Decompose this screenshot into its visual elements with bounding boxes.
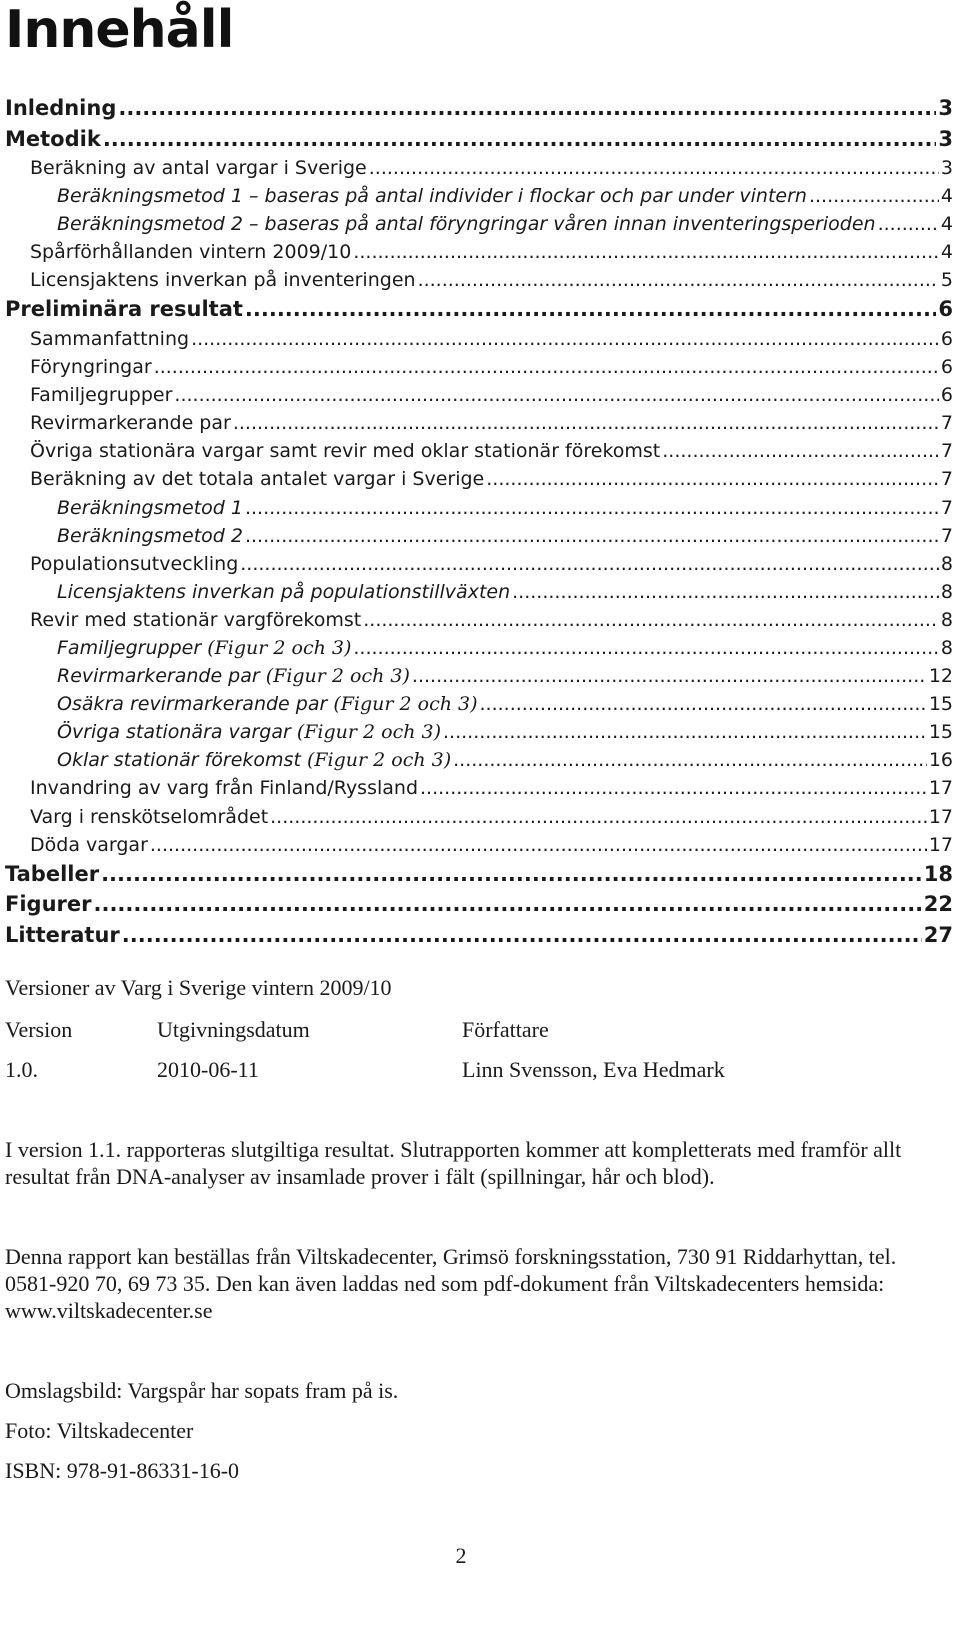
toc-page-number: 17 — [928, 833, 953, 856]
version-note: I version 1.1. rapporteras slutgiltiga resultat. Slutrapporten kommer att kompletterats med framför allt resultat från DNA-analyser av insamlade prover i fält (spillningar, hår och blod). — [5, 1137, 902, 1189]
toc-page-number: 7 — [940, 412, 953, 435]
toc-entry-title: Licensjaktens inverkan på inventeringen — [30, 269, 416, 292]
toc-entry-title: Figurer — [5, 892, 92, 917]
toc-entry-label — [30, 154, 367, 182]
toc-dot-leader — [443, 718, 927, 746]
toc-page-number: 4 — [940, 241, 953, 264]
toc-entry-label — [5, 93, 116, 124]
toc-entry-title: Litteratur — [5, 922, 120, 947]
toc-page-number: 8 — [940, 608, 953, 631]
page-title: Innehåll — [5, 0, 234, 60]
toc-dot-leader — [240, 550, 939, 578]
toc-entry — [5, 182, 953, 210]
toc-page-number: 6 — [940, 327, 953, 350]
toc-page-number: 4 — [940, 185, 953, 208]
toc-dot-leader — [412, 662, 927, 690]
toc-entry-label — [30, 381, 172, 409]
version-cell: 1.0. — [5, 1057, 38, 1082]
toc-entry — [5, 353, 953, 381]
release-date-cell: 2010-06-11 — [157, 1057, 259, 1082]
toc-dot-leader — [363, 606, 939, 634]
toc-entry-label — [30, 606, 361, 634]
toc-dot-leader — [369, 154, 939, 182]
toc-entry-label — [30, 437, 660, 465]
toc-entry — [5, 920, 953, 951]
toc-entry — [5, 522, 953, 550]
toc-page-number: 6 — [938, 297, 953, 322]
toc-dot-leader — [245, 494, 939, 522]
toc-entry-label — [57, 634, 351, 662]
toc-entry-title: Licensjaktens inverkan på populationstillväxten — [57, 580, 511, 603]
toc-entry-label — [30, 803, 268, 831]
toc-dot-leader — [420, 774, 927, 802]
toc-entry-title: Övriga stationära vargar — [57, 721, 291, 744]
toc-entry-label — [30, 550, 238, 578]
toc-entry-label — [5, 920, 120, 951]
toc-entry — [5, 746, 953, 774]
toc-entry-label — [57, 522, 243, 550]
toc-page-number: 15 — [928, 721, 953, 744]
toc-entry-label — [57, 718, 441, 746]
toc-dot-leader — [662, 437, 939, 465]
toc-entry-label — [57, 662, 410, 690]
toc-entry-title: Spårförhållanden vintern 2009/10 — [30, 241, 352, 264]
toc-entry — [5, 210, 953, 238]
toc-entry — [5, 803, 953, 831]
toc-entry-figure-ref: (Figur 2 och 3) — [259, 665, 410, 688]
toc-entry-title: Beräkning av det totala antalet vargar i Sverige — [30, 468, 485, 491]
toc-dot-leader — [101, 859, 922, 890]
toc-page-number: 7 — [940, 468, 953, 491]
photo-credit: Foto: Viltskadecenter — [5, 1418, 194, 1443]
toc-entry-title: Beräkningsmetod 1 – baseras på antal individer i flockar och par under vintern — [57, 185, 807, 208]
toc-entry-title: Tabeller — [5, 861, 100, 886]
toc-entry — [5, 859, 953, 890]
isbn: ISBN: 978-91-86331-16-0 — [5, 1458, 240, 1483]
toc-entry — [5, 93, 953, 124]
toc-entry-label — [30, 238, 351, 266]
toc-dot-leader — [878, 210, 939, 238]
toc-entry-label — [30, 465, 484, 493]
toc-entry-label — [57, 210, 876, 238]
toc-entry-title: Metodik — [5, 126, 101, 151]
toc-entry-title: Inledning — [5, 96, 117, 120]
toc-page-number: 6 — [940, 356, 953, 379]
toc-dot-leader — [353, 634, 939, 662]
toc-entry-title: Preliminära resultat — [5, 297, 243, 322]
toc-dot-leader — [103, 124, 937, 155]
toc-entry-figure-ref: (Figur 2 och 3) — [327, 693, 478, 716]
version-table-row — [5, 1055, 905, 1095]
toc-page-number: 17 — [928, 777, 953, 800]
toc-page-number: 5 — [940, 269, 953, 292]
toc-dot-leader — [809, 182, 939, 210]
toc-entry-label — [57, 690, 478, 718]
versions-heading: Versioner av Varg i Sverige vintern 2009/10 — [5, 975, 392, 1000]
toc-page-number: 17 — [928, 805, 953, 828]
toc-entry-title: Varg i renskötselområdet — [30, 805, 269, 828]
toc-entry-label — [30, 831, 148, 859]
toc-dot-leader — [122, 920, 922, 951]
toc-entry-label — [30, 266, 416, 294]
toc-dot-leader — [486, 465, 939, 493]
toc-dot-leader — [512, 578, 939, 606]
toc-entry-figure-ref: (Figur 2 och 3) — [290, 721, 441, 744]
toc-entry-title: Populationsutveckling — [30, 552, 239, 575]
toc-page-number: 6 — [940, 384, 953, 407]
toc-entry-label — [5, 859, 99, 890]
toc-dot-leader — [453, 746, 927, 774]
toc-entry-label — [57, 746, 451, 774]
toc-entry-title: Beräkningsmetod 2 – baseras på antal föryngringar våren innan inventeringsperioden — [57, 213, 876, 236]
toc-entry — [5, 831, 953, 859]
toc-dot-leader — [418, 266, 939, 294]
toc-dot-leader — [245, 294, 936, 325]
toc-entry-figure-ref: (Figur 2 och 3) — [300, 749, 452, 772]
toc-page-number: 18 — [923, 861, 953, 886]
toc-entry-label — [57, 494, 243, 522]
toc-page-number: 12 — [928, 665, 953, 688]
toc-entry — [5, 294, 953, 325]
toc-entry-title: Beräkning av antal vargar i Sverige — [30, 157, 367, 179]
toc-entry — [5, 634, 953, 662]
toc-entry — [5, 381, 953, 409]
toc-page-number: 3 — [938, 126, 953, 151]
toc-entry — [5, 774, 953, 802]
toc-page-number: 7 — [940, 496, 953, 519]
toc-dot-leader — [154, 353, 939, 381]
toc-page-number: 8 — [940, 637, 953, 659]
toc-page-number: 15 — [928, 693, 953, 716]
toc-entry-title: Revirmarkerande par — [30, 412, 231, 435]
toc-dot-leader — [191, 325, 939, 353]
toc-entry-title: Familjegrupper — [30, 384, 173, 407]
release-date-column-header: Utgivningsdatum — [157, 1017, 310, 1042]
toc-entry — [5, 662, 953, 690]
toc-page-number: 7 — [940, 440, 953, 463]
toc-entry — [5, 718, 953, 746]
toc-entry-title: Oklar stationär förekomst — [57, 749, 301, 772]
toc-entry-label — [57, 578, 510, 606]
toc-entry — [5, 409, 953, 437]
toc-entry — [5, 124, 953, 155]
toc-page-number: 7 — [940, 524, 953, 547]
toc-dot-leader — [118, 93, 936, 124]
toc-entry-label — [30, 409, 231, 437]
cover-caption: Omslagsbild: Vargspår har sopats fram på is. — [5, 1378, 399, 1403]
toc-entry — [5, 494, 953, 522]
author-column-header: Författare — [462, 1017, 549, 1042]
toc-entry-label — [30, 353, 152, 381]
toc-entry — [5, 154, 953, 182]
toc-entry-title: Familjegrupper — [57, 637, 202, 659]
toc-dot-leader — [353, 238, 939, 266]
toc-entry-title: Osäkra revirmarkerande par — [57, 693, 328, 716]
toc-entry — [5, 550, 953, 578]
toc-entry — [5, 578, 953, 606]
toc-page-number: 8 — [940, 580, 953, 603]
toc-entry-title: Sammanfattning — [30, 327, 190, 350]
toc-entry — [5, 690, 953, 718]
author-cell: Linn Svensson, Eva Hedmark — [462, 1057, 725, 1082]
toc-entry-label — [30, 325, 189, 353]
toc-page-number: 8 — [940, 552, 953, 575]
toc-entry — [5, 238, 953, 266]
toc-entry-label — [5, 294, 243, 325]
toc-entry-title: Döda vargar — [30, 833, 148, 856]
toc-dot-leader — [174, 381, 939, 409]
toc-entry-title: Övriga stationära vargar samt revir med oklar stationär förekomst — [30, 440, 661, 463]
toc-page-number: 22 — [923, 892, 953, 917]
toc-dot-leader — [245, 522, 939, 550]
table-of-contents — [5, 93, 953, 950]
toc-dot-leader — [233, 409, 939, 437]
toc-entry-title: Beräkningsmetod 1 — [57, 496, 243, 519]
toc-dot-leader — [270, 803, 927, 831]
toc-entry — [5, 325, 953, 353]
toc-entry-label — [5, 124, 101, 155]
toc-entry-title: Beräkningsmetod 2 — [57, 524, 243, 547]
toc-dot-leader — [480, 690, 927, 718]
toc-entry-title: Invandring av varg från Finland/Ryssland — [30, 777, 419, 800]
toc-page-number: 4 — [940, 213, 953, 236]
toc-entry-title: Revirmarkerande par — [57, 665, 260, 688]
toc-entry-title: Revir med stationär vargförekomst — [30, 608, 362, 631]
toc-entry — [5, 889, 953, 920]
toc-entry-label — [57, 182, 807, 210]
toc-entry — [5, 266, 953, 294]
toc-entry-title: Föryngringar — [30, 356, 152, 379]
toc-dot-leader — [93, 889, 921, 920]
toc-entry-label — [30, 774, 418, 802]
version-column-header: Version — [5, 1017, 73, 1042]
toc-page-number: 3 — [938, 96, 953, 120]
toc-entry — [5, 437, 953, 465]
version-table-header — [5, 1015, 905, 1055]
order-info: Denna rapport kan beställas från Viltskadecenter, Grimsö forskningsstation, 730 91 Riddarhyttan, tel. 0581-920 70, 69 73 35. Den kan även laddas ned som pdf-dokument från Viltskadecenters hemsida: www.viltskadecenter.se — [5, 1244, 897, 1323]
version-table — [5, 1015, 905, 1095]
toc-dot-leader — [150, 831, 927, 859]
toc-entry-figure-ref: (Figur 2 och 3) — [201, 637, 352, 659]
toc-entry — [5, 606, 953, 634]
toc-entry-label — [5, 889, 91, 920]
toc-entry — [5, 465, 953, 493]
toc-page-number: 3 — [940, 157, 953, 179]
toc-page-number: 16 — [928, 749, 953, 772]
toc-page-number: 27 — [923, 922, 953, 947]
page-number: 2 — [455, 1543, 467, 1568]
